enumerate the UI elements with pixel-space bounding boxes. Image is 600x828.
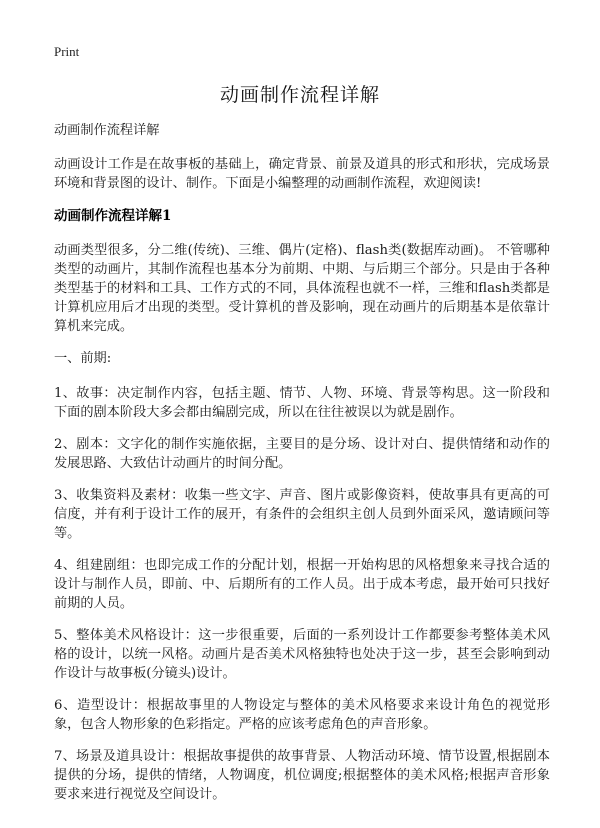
article-body xyxy=(54,121,550,817)
article-subtitle: 动画制作流程详解 xyxy=(54,123,160,138)
step-paragraph: 6、造型设计：根据故事里的人物设定与整体的美术风格要求来设计角色的视觉形象，包含人物形象的色彩指定。严格的应该考虑角色的声音形象。 xyxy=(54,698,550,732)
section-label-preproduction: 一、前期: xyxy=(54,351,112,366)
step-paragraph: 1、故事：决定制作内容，包括主题、情节、人物、环境、背景等构思。这一阶段和下面的剧本阶段大多会都由编剧完成，所以在往往被误以为就是剧作。 xyxy=(54,386,550,420)
step-paragraph: 7、场景及道具设计：根据故事提供的故事背景、人物活动环境、情节设置,根据剧本提供的分场，提供的情绪，人物调度，机位调度;根据整体的美术风格;根据声音形象要求来进行视觉及空间设计。 xyxy=(54,749,550,802)
step-paragraph: 5、整体美术风格设计：这一步很重要，后面的一系列设计工作都要参考整体美术风格的设计，以统一风格。动画片是否美术风格独特也处决于这一步，甚至会影响到动作设计与故事板(分镜头)设计。 xyxy=(54,628,550,681)
print-link[interactable]: Print xyxy=(54,44,80,59)
step-paragraph: 3、收集资料及素材：收集一些文字、声音、图片或影像资料，使故事具有更高的可信度，并有利于设计工作的展开，有条件的会组织主创人员到外面采风，邀请顾问等等。 xyxy=(54,488,550,541)
step-paragraph: 4、组建剧组：也即完成工作的分配计划，根据一开始构思的风格想象来寻找合适的设计与制作人员，即前、中、后期所有的工作人员。出于成本考虑，最开始可只找好前期的人员。 xyxy=(54,558,550,611)
overview-paragraph: 动画类型很多，分二维(传统)、三维、偶片(定格)、flash类(数据库动画)。 不管哪种类型的动画片，其制作流程也基本分为前期、中期、与后期三个部分。只是由于各种类型基于的材料和工具、工作方式的不同，具体流程也就不一样，三维和flash类都是计算机应用后才出现的类型。受计算机的普及影响，现在动画片的后期基本是依靠计算机来完成。 xyxy=(54,243,550,334)
intro-paragraph: 动画设计工作是在故事板的基础上，确定背景、前景及道具的形式和形状，完成场景环境和背景图的设计、制作。下面是小编整理的动画制作流程，欢迎阅读! xyxy=(54,157,550,191)
step-paragraph: 2、剧本：文字化的制作实施依据，主要目的是分场、设计对白、提供情绪和动作的发展思路、大致估计动画片的时间分配。 xyxy=(54,437,550,471)
section-heading: 动画制作流程详解1 xyxy=(54,208,172,224)
page-title: 动画制作流程详解 xyxy=(219,84,380,106)
